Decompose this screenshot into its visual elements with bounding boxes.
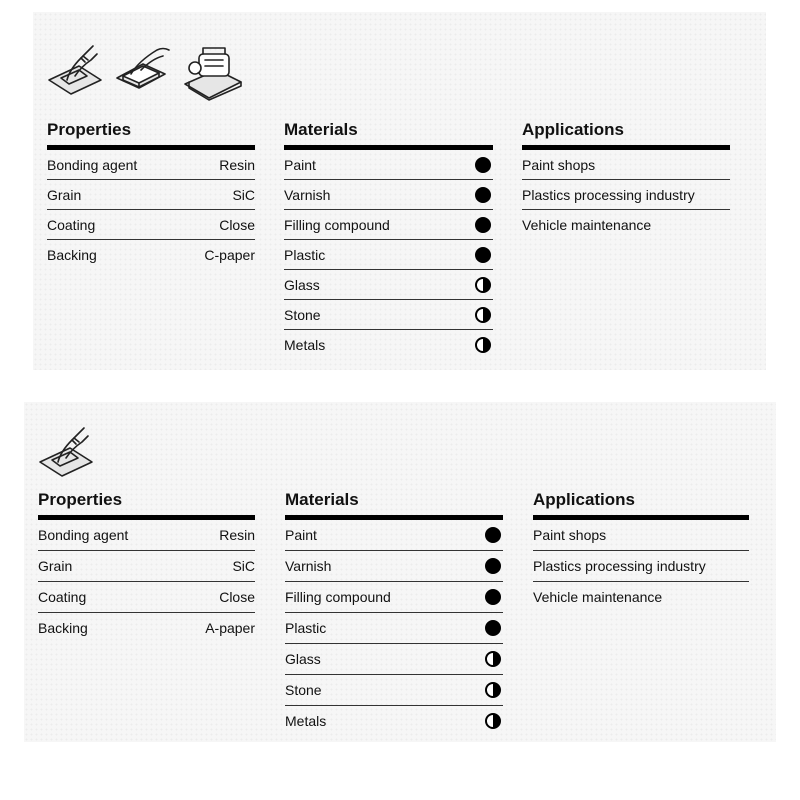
property-value: SiC — [232, 186, 255, 203]
application-row — [533, 520, 749, 551]
application-label: Vehicle maintenance — [522, 216, 652, 233]
material-label: Plastic — [285, 620, 327, 636]
property-label: Grain — [38, 558, 73, 574]
hand-sanding-icon — [45, 40, 107, 104]
property-value: Close — [219, 589, 255, 605]
material-row — [284, 150, 493, 180]
property-value: SiC — [232, 558, 255, 574]
property-value: Resin — [219, 527, 255, 543]
application-label: Paint shops — [533, 527, 607, 543]
material-row — [284, 300, 493, 330]
material-row — [285, 582, 503, 613]
property-row — [47, 240, 255, 269]
half-suitability-icon — [485, 651, 501, 667]
application-row — [522, 180, 730, 210]
full-suitability-icon — [485, 558, 501, 574]
properties-column — [47, 120, 255, 269]
property-value: A-paper — [205, 620, 255, 636]
property-label: Backing — [38, 620, 88, 636]
usage-icons — [45, 40, 245, 104]
material-row — [285, 675, 503, 706]
materials-column — [284, 120, 493, 359]
application-row — [522, 210, 730, 239]
material-label: Stone — [285, 682, 322, 698]
materials-heading: Materials — [285, 490, 503, 520]
product-sheet-1 — [33, 12, 766, 370]
property-label: Bonding agent — [47, 156, 138, 173]
application-row — [522, 150, 730, 180]
hand-sanding-icon — [36, 422, 98, 478]
half-suitability-icon — [475, 307, 491, 323]
half-suitability-icon — [485, 713, 501, 729]
application-label: Plastics processing industry — [533, 558, 706, 574]
material-row — [285, 706, 503, 736]
property-label: Backing — [47, 246, 97, 263]
orbital-sander-icon — [181, 40, 245, 104]
material-label: Filling compound — [284, 216, 390, 233]
applications-heading: Applications — [533, 490, 749, 520]
property-value: Resin — [219, 156, 255, 173]
property-row — [38, 551, 255, 582]
half-suitability-icon — [485, 682, 501, 698]
material-row — [284, 210, 493, 240]
application-label: Plastics processing industry — [522, 186, 695, 203]
full-suitability-icon — [485, 620, 501, 636]
property-label: Coating — [47, 216, 96, 233]
material-label: Stone — [284, 306, 321, 323]
material-row — [284, 270, 493, 300]
material-row — [284, 180, 493, 210]
applications-column — [522, 120, 730, 239]
material-label: Varnish — [285, 558, 332, 574]
applications-heading: Applications — [522, 120, 730, 150]
property-value: C-paper — [204, 246, 255, 263]
material-label: Varnish — [284, 186, 331, 203]
full-suitability-icon — [485, 527, 501, 543]
properties-column — [38, 490, 255, 643]
material-row — [285, 613, 503, 644]
property-row — [38, 582, 255, 613]
application-label: Vehicle maintenance — [533, 589, 663, 605]
material-label: Glass — [284, 276, 320, 293]
full-suitability-icon — [475, 187, 491, 203]
application-label: Paint shops — [522, 156, 596, 173]
sanding-block-icon — [113, 40, 175, 104]
property-row — [38, 520, 255, 551]
property-label: Grain — [47, 186, 82, 203]
half-suitability-icon — [475, 277, 491, 293]
material-label: Filling compound — [285, 589, 391, 605]
full-suitability-icon — [475, 157, 491, 173]
property-row — [47, 210, 255, 240]
material-label: Metals — [284, 336, 326, 353]
material-row — [284, 330, 493, 359]
material-row — [285, 551, 503, 582]
material-label: Plastic — [284, 246, 326, 263]
usage-icons — [36, 422, 98, 478]
property-row — [38, 613, 255, 643]
property-row — [47, 150, 255, 180]
full-suitability-icon — [485, 589, 501, 605]
property-row — [47, 180, 255, 210]
application-row — [533, 582, 749, 612]
property-label: Coating — [38, 589, 87, 605]
properties-heading: Properties — [38, 490, 255, 520]
property-label: Bonding agent — [38, 527, 129, 543]
property-value: Close — [219, 216, 255, 233]
half-suitability-icon — [475, 337, 491, 353]
material-row — [284, 240, 493, 270]
properties-heading: Properties — [47, 120, 255, 150]
materials-column — [285, 490, 503, 736]
material-label: Metals — [285, 713, 327, 729]
materials-heading: Materials — [284, 120, 493, 150]
application-row — [533, 551, 749, 582]
material-row — [285, 520, 503, 551]
material-label: Paint — [284, 156, 316, 173]
material-label: Paint — [285, 527, 317, 543]
product-sheet-2 — [24, 402, 776, 742]
full-suitability-icon — [475, 217, 491, 233]
applications-column — [533, 490, 749, 612]
material-label: Glass — [285, 651, 321, 667]
material-row — [285, 644, 503, 675]
full-suitability-icon — [475, 247, 491, 263]
